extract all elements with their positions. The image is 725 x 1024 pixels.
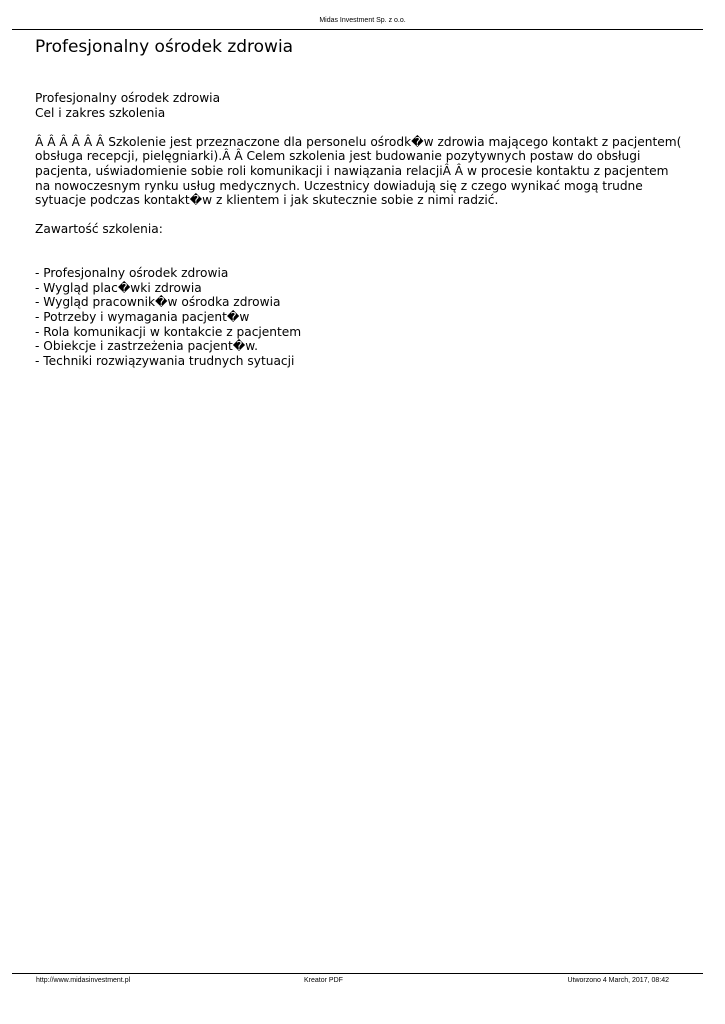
course-subtitle: Profesjonalny ośrodek zdrowia [35, 91, 221, 105]
section-label: Cel i zakres szkolenia [35, 105, 166, 120]
contents-item: - Wygląd plac�wki zdrowia [35, 280, 202, 295]
header-divider [12, 29, 703, 30]
contents-item: - Wygląd pracownik�w ośrodka zdrowia [35, 295, 281, 310]
footer-created-date: Utworzono 4 March, 2017, 08:42 [567, 977, 669, 984]
contents-label: Zawartość szkolenia: [35, 222, 163, 237]
contents-item: - Profesjonalny ośrodek zdrowia [35, 266, 229, 281]
page-footer [0, 976, 725, 986]
contents-list [35, 266, 687, 368]
contents-item: - Obiekcje i zastrzeżenia pacjent�w. [35, 339, 259, 354]
page-header-company: Midas Investment Sp. z o.o. [319, 17, 406, 24]
footer-url: http://www.midasinvestment.pl [36, 977, 131, 984]
contents-item: - Techniki rozwiązywania trudnych sytuacji [35, 353, 295, 368]
contents-item: - Potrzeby i wymagania pacjent�w [35, 309, 250, 324]
document-body [35, 91, 687, 368]
footer-creator: Kreator PDF [304, 977, 343, 984]
page-title: Profesjonalny ośrodek zdrowia [35, 37, 294, 57]
course-description: Â Â Â Â Â Â Szkolenie jest przeznaczone dla personelu ośrodk�w zdrowia mającego kontakt z pacjentem( obsługa recepcji, pielęgniarki).Â Â Celem szkolenia jest budowanie pozytywnych postaw do obsługi pacjenta, uświadomienie sobie roli komunikacji i nawiązania relacjiÂ Â w procesie kontaktu z pacjentem na nowoczesnym rynku usług medycznych. Uczestnicy dowiadują się z czego wynikać mogą trudne sytuacje podczas kontakt�w z klientem i jak skutecznie sobie z nimi radzić. [35, 134, 682, 208]
footer-divider [12, 973, 703, 974]
contents-item: - Rola komunikacji w kontakcie z pacjentem [35, 324, 302, 339]
